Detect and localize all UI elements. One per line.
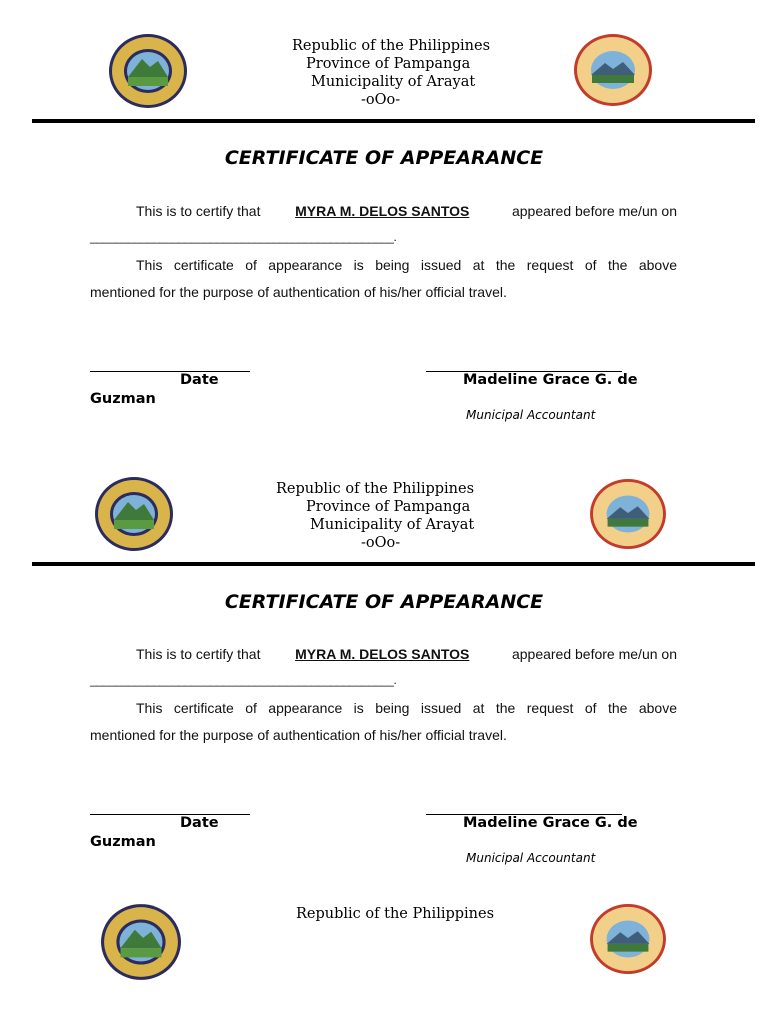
signatory-name: Madeline Grace G. de xyxy=(463,815,638,831)
header-ornament: -oOo- xyxy=(361,92,401,108)
header-republic: Republic of the Philippines xyxy=(292,38,491,54)
header-municipality: Municipality of Arayat xyxy=(310,517,475,533)
certificate-title: CERTIFICATE OF APPEARANCE xyxy=(224,147,544,169)
date-blank: ________________________________________________. xyxy=(90,673,397,687)
person-name: MYRA M. DELOS SANTOS xyxy=(295,646,470,662)
header-province: Province of Pampanga xyxy=(306,56,471,72)
header-province: Province of Pampanga xyxy=(306,499,471,515)
signatory-title: Municipal Accountant xyxy=(466,408,596,422)
certify-suffix: appeared before me/un on xyxy=(511,203,677,219)
header-ornament: -oOo- xyxy=(361,535,401,551)
purpose-line-2: mentioned for the purpose of authentication of his/her official travel. xyxy=(90,727,507,743)
signatory-name-continued: Guzman xyxy=(90,834,156,850)
header-municipality: Municipality of Arayat xyxy=(311,74,476,90)
purpose-line-2: mentioned for the purpose of authentication of his/her official travel. xyxy=(90,284,507,300)
arayat-seal-icon xyxy=(100,903,182,981)
certify-prefix: This is to certify that xyxy=(136,203,261,219)
certify-suffix: appeared before me/un on xyxy=(511,646,677,662)
person-name: MYRA M. DELOS SANTOS xyxy=(295,203,470,219)
purpose-line-1: This certificate of appearance is being issued at the request of the above xyxy=(136,700,677,716)
signatory-name: Madeline Grace G. de xyxy=(463,372,638,388)
batasan-seal-icon xyxy=(589,903,667,975)
signatory-name-continued: Guzman xyxy=(90,391,156,407)
header-republic: Republic of the Philippines xyxy=(296,906,495,922)
date-label: Date xyxy=(180,372,219,388)
signatory-title: Municipal Accountant xyxy=(466,851,596,865)
purpose-line-1: This certificate of appearance is being issued at the request of the above xyxy=(136,257,677,273)
certify-prefix: This is to certify that xyxy=(136,646,261,662)
date-blank: ________________________________________________. xyxy=(90,230,397,244)
date-label: Date xyxy=(180,815,219,831)
header-republic: Republic of the Philippines xyxy=(276,481,475,497)
certificate-title: CERTIFICATE OF APPEARANCE xyxy=(224,591,544,613)
